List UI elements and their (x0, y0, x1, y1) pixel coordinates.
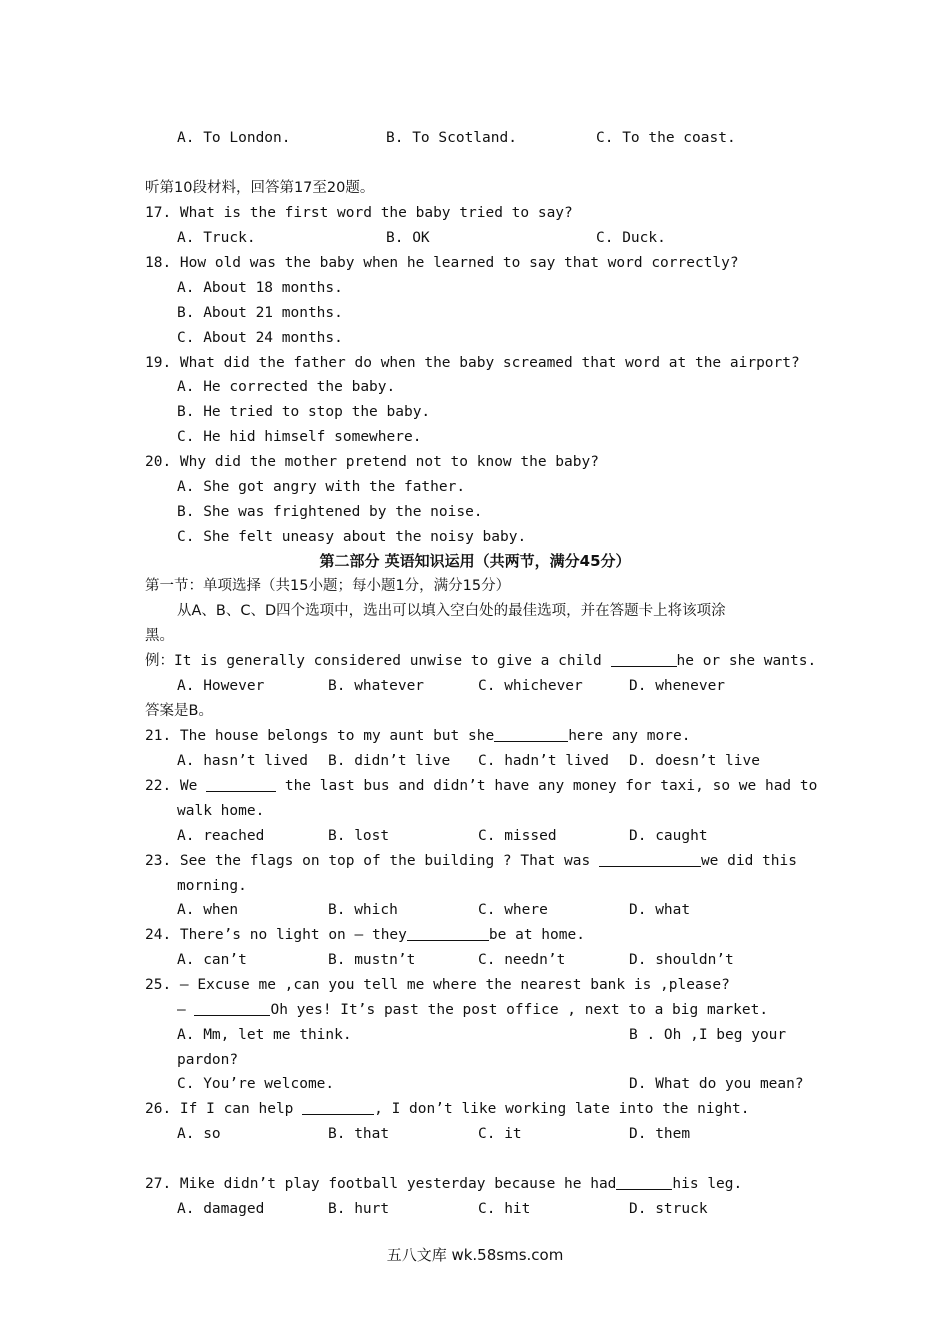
example-option-b: B. whatever (328, 678, 425, 694)
section1-title: 第一节：单项选择（共15小题；每小题1分，满分15分） (145, 578, 511, 594)
q16-option-c: C. To the coast. (596, 130, 736, 146)
q18-option-b: B. About 21 months. (177, 305, 343, 321)
q20-option-c: C. She felt uneasy about the noisy baby. (177, 529, 527, 545)
answer-blank (194, 1001, 270, 1016)
q25-stem: 25. — Excuse me ,can you tell me where the nearest bank is ,please? (145, 977, 730, 993)
instructions-line1: 从A、B、C、D四个选项中，选出可以填入空白处的最佳选项，并在答题卡上将该项涂 (177, 603, 726, 619)
q26-option-d: D. them (629, 1126, 691, 1142)
q25-dialogue-reply: — Oh yes! It’s past the post office , next to a big market. (177, 1002, 769, 1018)
q21-stem: 21. The house belongs to my aunt but she here any more. (145, 728, 691, 744)
q23-stem-continued: morning. (177, 878, 247, 894)
section10-intro: 听第10段材料，回答第17至20题。 (145, 180, 375, 196)
q17-option-b: B. OK (386, 230, 430, 246)
q16-option-b: B. To Scotland. (386, 130, 517, 146)
q20-option-b: B. She was frightened by the noise. (177, 504, 483, 520)
example-question: 例：It is generally considered unwise to give a child he or she wants. (145, 653, 817, 669)
q26-option-a: A. so (177, 1126, 221, 1142)
q25-option-b: B . Oh ,I beg your (629, 1027, 787, 1043)
q19-option-b: B. He tried to stop the baby. (177, 404, 431, 420)
q27-option-c: C. hit (478, 1201, 531, 1217)
answer-blank (407, 926, 489, 941)
q26-option-b: B. that (328, 1126, 390, 1142)
q23-stem: 23. See the flags on top of the building ? That was we did this (145, 853, 797, 869)
q17-option-c: C. Duck. (596, 230, 666, 246)
q25-option-c: C. You’re welcome. (177, 1076, 335, 1092)
q24-stem: 24. There’s no light on — they be at home. (145, 927, 585, 943)
q23-option-b: B. which (328, 902, 398, 918)
q24-option-c: C. needn’t (478, 952, 566, 968)
example-option-a: A. However (177, 678, 265, 694)
q20-stem: 20. Why did the mother pretend not to know the baby? (145, 454, 599, 470)
q22-stem-continued: walk home. (177, 803, 265, 819)
q26-option-c: C. it (478, 1126, 522, 1142)
answer-blank (494, 727, 568, 742)
q21-option-d: D. doesn’t live (629, 753, 760, 769)
q27-option-d: D. struck (629, 1201, 708, 1217)
answer-blank (611, 652, 677, 667)
q18-option-a: A. About 18 months. (177, 280, 343, 296)
q27-option-b: B. hurt (328, 1201, 390, 1217)
q24-option-a: A. can’t (177, 952, 247, 968)
q19-stem: 19. What did the father do when the baby screamed that word at the airport? (145, 355, 800, 371)
q22-option-c: C. missed (478, 828, 557, 844)
q18-option-c: C. About 24 months. (177, 330, 343, 346)
q25-option-a: A. Mm, let me think. (177, 1027, 352, 1043)
q27-option-a: A. damaged (177, 1201, 265, 1217)
q23-option-d: D. what (629, 902, 691, 918)
answer-blank (302, 1100, 374, 1115)
q22-option-b: B. lost (328, 828, 390, 844)
q21-option-c: C. hadn’t lived (478, 753, 609, 769)
q24-option-b: B. mustn’t (328, 952, 416, 968)
q23-option-c: C. where (478, 902, 548, 918)
q19-option-c: C. He hid himself somewhere. (177, 429, 422, 445)
example-option-c: C. whichever (478, 678, 583, 694)
q24-option-d: D. shouldn’t (629, 952, 734, 968)
q22-option-d: D. caught (629, 828, 708, 844)
q17-stem: 17. What is the first word the baby tried to say? (145, 205, 573, 221)
answer-blank (599, 852, 701, 867)
q17-option-a: A. Truck. (177, 230, 256, 246)
answer-blank (206, 777, 276, 792)
instructions-line2: 黑。 (145, 628, 174, 644)
q22-stem: 22. We the last bus and didn’t have any money for taxi, so we had to (145, 778, 818, 794)
q18-stem: 18. How old was the baby when he learned to say that word correctly? (145, 255, 739, 271)
q19-option-a: A. He corrected the baby. (177, 379, 396, 395)
example-option-d: D. whenever (629, 678, 726, 694)
q23-option-a: A. when (177, 902, 239, 918)
q20-option-a: A. She got angry with the father. (177, 479, 466, 495)
q27-stem: 27. Mike didn’t play football yesterday because he had his leg. (145, 1176, 743, 1192)
q21-option-a: A. hasn’t lived (177, 753, 308, 769)
q21-option-b: B. didn’t live (328, 753, 451, 769)
q25-option-d: D. What do you mean? (629, 1076, 804, 1092)
answer-blank (616, 1175, 672, 1190)
page-footer: 五八文库 wk.58sms.com (386, 1246, 564, 1264)
q16-option-a: A. To London. (177, 130, 291, 146)
q26-stem: 26. If I can help , I don’t like working late into the night. (145, 1101, 750, 1117)
q25-option-b-continued: pardon? (177, 1052, 239, 1068)
q22-option-a: A. reached (177, 828, 265, 844)
example-answer: 答案是B。 (145, 703, 213, 719)
part2-title: 第二部分 英语知识运用（共两节，满分45分） (319, 552, 631, 570)
